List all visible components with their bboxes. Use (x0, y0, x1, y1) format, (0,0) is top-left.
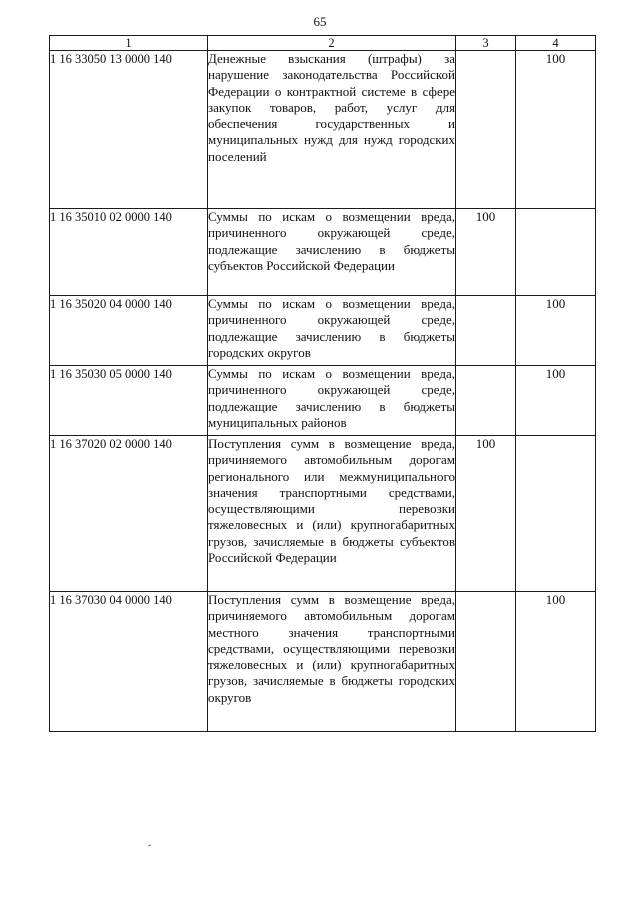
value-cell-col3: 100 (456, 436, 516, 592)
table-row (50, 592, 596, 732)
value-cell-col3 (456, 366, 516, 436)
budget-code-cell: 1 16 33050 13 0000 140 (50, 51, 208, 209)
description-cell: Поступления сумм в возмещение вреда, причиняемого автомобильным дорогам регионального или межмуниципального значения транспортными средствами, осуществляющими перевозки тяжеловесных и (или) крупногабаритных грузов, зачисляемые в бюджеты субъектов Российской Федерации (208, 436, 456, 592)
description-cell: Суммы по искам о возмещении вреда, причиненного окружающей среде, подлежащие зачислению в бюджеты городских округов (208, 296, 456, 366)
description-cell: Денежные взыскания (штрафы) за нарушение законодательства Российской Федерации о контрактной системе в сфере закупок товаров, работ, услуг для обеспечения государственных и муниципальных нужд для нужд городских поселений (208, 51, 456, 209)
value-cell-col4: 100 (516, 366, 596, 436)
column-header-1: 1 (50, 36, 208, 51)
table-row (50, 209, 596, 296)
column-header-2: 2 (208, 36, 456, 51)
budget-code-cell: 1 16 35030 05 0000 140 (50, 366, 208, 436)
value-cell-col3 (456, 592, 516, 732)
value-cell-col4 (516, 436, 596, 592)
table-row (50, 436, 596, 592)
description-cell: Суммы по искам о возмещении вреда, причиненного окружающей среде, подлежащие зачислению в бюджеты субъектов Российской Федерации (208, 209, 456, 296)
table-header-row (50, 36, 596, 51)
value-cell-col4: 100 (516, 51, 596, 209)
column-header-3: 3 (456, 36, 516, 51)
table-row (50, 366, 596, 436)
table-row (50, 51, 596, 209)
budget-income-table (49, 35, 596, 732)
scan-speck (148, 844, 151, 846)
description-cell: Поступления сумм в возмещение вреда, причиняемого автомобильным дорогам местного значения транспортными средствами, осуществляющими перевозки тяжеловесных и (или) крупногабаритных грузов, зачисляемые в бюджеты городских округов (208, 592, 456, 732)
column-header-4: 4 (516, 36, 596, 51)
value-cell-col3: 100 (456, 209, 516, 296)
value-cell-col3 (456, 51, 516, 209)
value-cell-col3 (456, 296, 516, 366)
value-cell-col4 (516, 209, 596, 296)
value-cell-col4: 100 (516, 296, 596, 366)
budget-code-cell: 1 16 37020 02 0000 140 (50, 436, 208, 592)
budget-code-cell: 1 16 35020 04 0000 140 (50, 296, 208, 366)
budget-code-cell: 1 16 37030 04 0000 140 (50, 592, 208, 732)
description-cell: Суммы по искам о возмещении вреда, причиненного окружающей среде, подлежащие зачислению в бюджеты муниципальных районов (208, 366, 456, 436)
budget-code-cell: 1 16 35010 02 0000 140 (50, 209, 208, 296)
value-cell-col4: 100 (516, 592, 596, 732)
page-number: 65 (313, 14, 327, 29)
table-row (50, 296, 596, 366)
